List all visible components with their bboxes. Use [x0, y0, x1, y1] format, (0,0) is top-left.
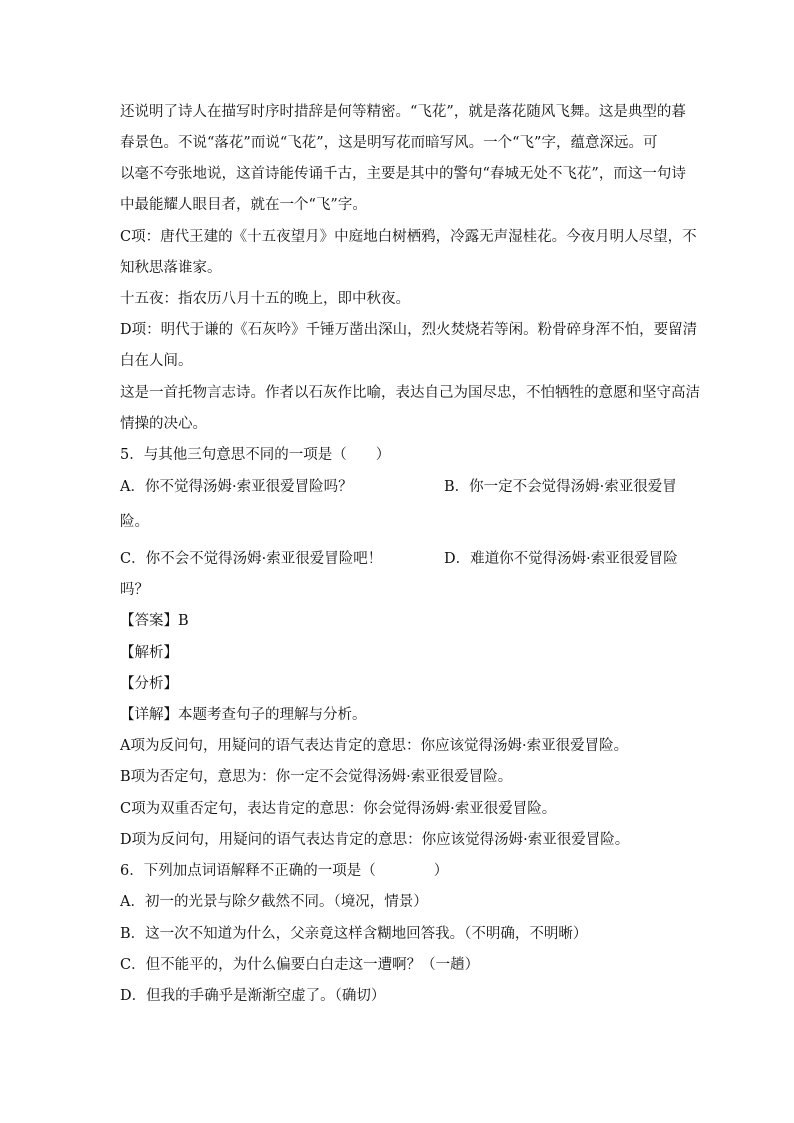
text-line: 以毫不夸张地说，这首诗能传诵千古，主要是其中的警句“春城无处不飞花”，而这一句诗 — [120, 166, 686, 182]
question-5-stem: 5．与其他三句意思不同的一项是（ ） — [120, 447, 391, 463]
text-line: B项为否定句，意思为：你一定不会觉得汤姆·索亚很爱冒险。 — [120, 769, 513, 785]
text-line: 情操的决心。 — [120, 416, 207, 432]
text-line: 这是一首托物言志诗。作者以石灰作比喻，表达自己为国尽忠，不怕牺牲的意愿和坚守高洁 — [120, 385, 700, 401]
text-line: C项为双重否定句，表达肯定的意思：你会觉得汤姆·索亚很爱冒险。 — [120, 801, 557, 817]
q5-option-a: A．你不觉得汤姆·索亚很爱冒险吗？ — [120, 479, 353, 495]
analysis-subheading: 【分析】 — [120, 676, 178, 692]
text-line: 知秋思落谁家。 — [120, 260, 222, 276]
text-line: 春景色。不说“落花”而说“飞花”，这是明写花而暗写风。一个“飞”字，蕴意深远。可 — [120, 135, 658, 151]
q5-option-d-continued: 吗？ — [120, 582, 149, 598]
text-line: D项为反问句，用疑问的语气表达肯定的意思：你应该觉得汤姆·索亚很爱冒险。 — [120, 832, 630, 848]
q6-option-c: C．但不能平的，为什么偏要白白走这一遭啊？（一趟） — [120, 957, 480, 973]
detail-heading: 【详解】本题考查句子的理解与分析。 — [120, 707, 367, 723]
q5-option-c: C．你不会不觉得汤姆·索亚很爱冒险吧！ — [120, 551, 383, 567]
q5-option-b: B．你一定不会觉得汤姆·索亚很爱冒 — [444, 479, 677, 495]
q6-option-a: A．初一的光景与除夕截然不同。（境况，情景） — [120, 894, 428, 910]
text-line: 还说明了诗人在描写时序时措辞是何等精密。“飞花”，就是落花随风飞舞。这是典型的暮 — [120, 104, 686, 120]
text-line: 十五夜：指农历八月十五的晚上，即中秋夜。 — [120, 291, 410, 307]
q5-option-b-continued: 险。 — [120, 514, 149, 530]
q6-option-b: B．这一次不知道为什么，父亲竟这样含糊地回答我。（不明确，不明晰） — [120, 926, 588, 942]
text-line: D项：明代于谦的《石灰吟》千锤万凿出深山，烈火焚烧若等闲。粉骨碎身浑不怕，要留清 — [120, 322, 698, 338]
answer-label: 【答案】B — [120, 613, 189, 629]
analysis-heading: 【解析】 — [120, 645, 178, 661]
q6-option-d: D．但我的手确乎是渐渐空虚了。（确切） — [120, 988, 386, 1004]
question-6-stem: 6．下列加点词语解释不正确的一项是（ ） — [120, 863, 449, 879]
text-line: 白在人间。 — [120, 353, 193, 369]
q5-option-d: D．难道你不觉得汤姆·索亚很爱冒险 — [444, 551, 678, 567]
text-line: A项为反问句，用疑问的语气表达肯定的意思：你应该觉得汤姆·索亚很爱冒险。 — [120, 738, 629, 754]
text-line: C项：唐代王建的《十五夜望月》中庭地白树栖鸦，冷露无声湿桂花。今夜月明人尽望，不 — [120, 229, 697, 245]
text-line: 中最能耀人眼目者，就在一个“飞”字。 — [120, 197, 367, 213]
